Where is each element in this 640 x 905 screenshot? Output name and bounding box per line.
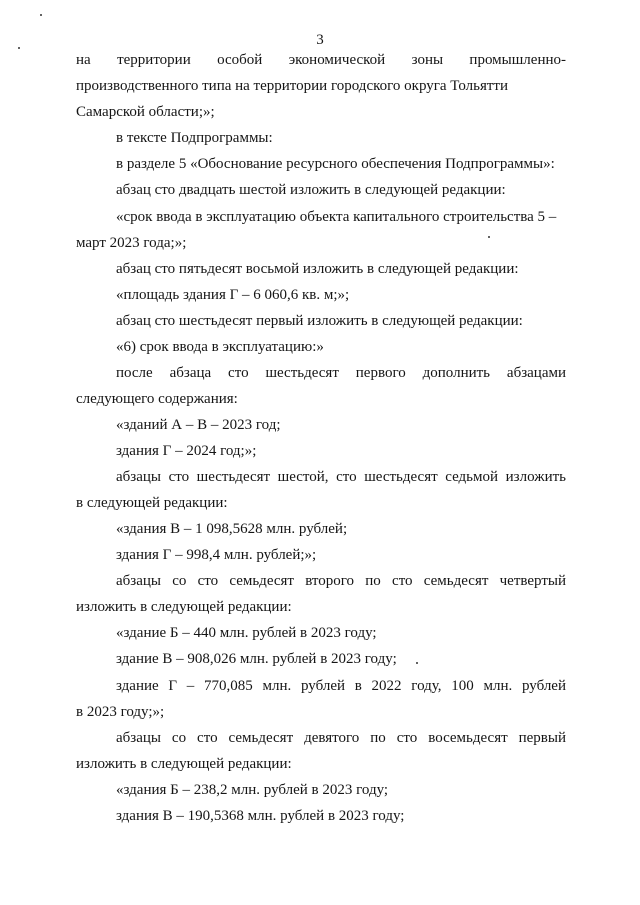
- scan-speck: [40, 14, 42, 16]
- scan-speck: [488, 236, 490, 238]
- text-line: здание Г – 770,085 млн. рублей в 2022 году, 100 млн. рублей: [116, 678, 566, 694]
- text-line: «здания Б – 238,2 млн. рублей в 2023 году;: [116, 782, 389, 798]
- text-line: в следующей редакции:: [76, 495, 228, 511]
- text-line: абзацы со сто семьдесят девятого по сто восемьдесят первый: [116, 730, 566, 746]
- scan-speck: [18, 47, 20, 49]
- text-line: в 2023 году;»;: [76, 704, 165, 720]
- text-line: изложить в следующей редакции:: [76, 599, 292, 615]
- text-line: «зданий А – В – 2023 год;: [116, 417, 281, 433]
- text-line: «здание Б – 440 млн. рублей в 2023 году;: [116, 625, 377, 641]
- text-line: производственного типа на территории городского округа Тольятти: [76, 78, 509, 94]
- text-line: абзац сто двадцать шестой изложить в следующей редакции:: [116, 182, 506, 198]
- text-line: здания Г – 998,4 млн. рублей;»;: [116, 547, 317, 563]
- text-line: в разделе 5 «Обоснование ресурсного обеспечения Подпрограммы»:: [116, 156, 555, 172]
- text-line: изложить в следующей редакции:: [76, 756, 292, 772]
- text-line: «площадь здания Г – 6 060,6 кв. м;»;: [116, 287, 350, 303]
- text-line: после абзаца сто шестьдесят первого дополнить абзацами: [116, 365, 566, 381]
- text-line: здания Г – 2024 год;»;: [116, 443, 257, 459]
- text-line: март 2023 года;»;: [76, 235, 187, 251]
- text-line: «срок ввода в эксплуатацию объекта капитального строительства 5 –: [116, 209, 557, 225]
- page-number: 3: [316, 32, 324, 48]
- text-line: здания В – 190,5368 млн. рублей в 2023 году;: [116, 808, 405, 824]
- text-line: в тексте Подпрограммы:: [116, 130, 273, 146]
- scan-speck: [416, 662, 418, 664]
- text-line: «здания В – 1 098,5628 млн. рублей;: [116, 521, 348, 537]
- text-line: на территории особой экономической зоны промышленно-: [76, 52, 566, 68]
- text-line: следующего содержания:: [76, 391, 238, 407]
- text-line: абзац сто шестьдесят первый изложить в следующей редакции:: [116, 313, 523, 329]
- text-line: абзацы со сто семьдесят второго по сто семьдесят четвертый: [116, 573, 566, 589]
- text-line: здание В – 908,026 млн. рублей в 2023 году;: [116, 651, 397, 667]
- text-line: «6) срок ввода в эксплуатацию:»: [116, 339, 324, 355]
- text-line: абзац сто пятьдесят восьмой изложить в следующей редакции:: [116, 261, 519, 277]
- text-line: абзацы сто шестьдесят шестой, сто шестьдесят седьмой изложить: [116, 469, 566, 485]
- text-line: Самарской области;»;: [76, 104, 215, 120]
